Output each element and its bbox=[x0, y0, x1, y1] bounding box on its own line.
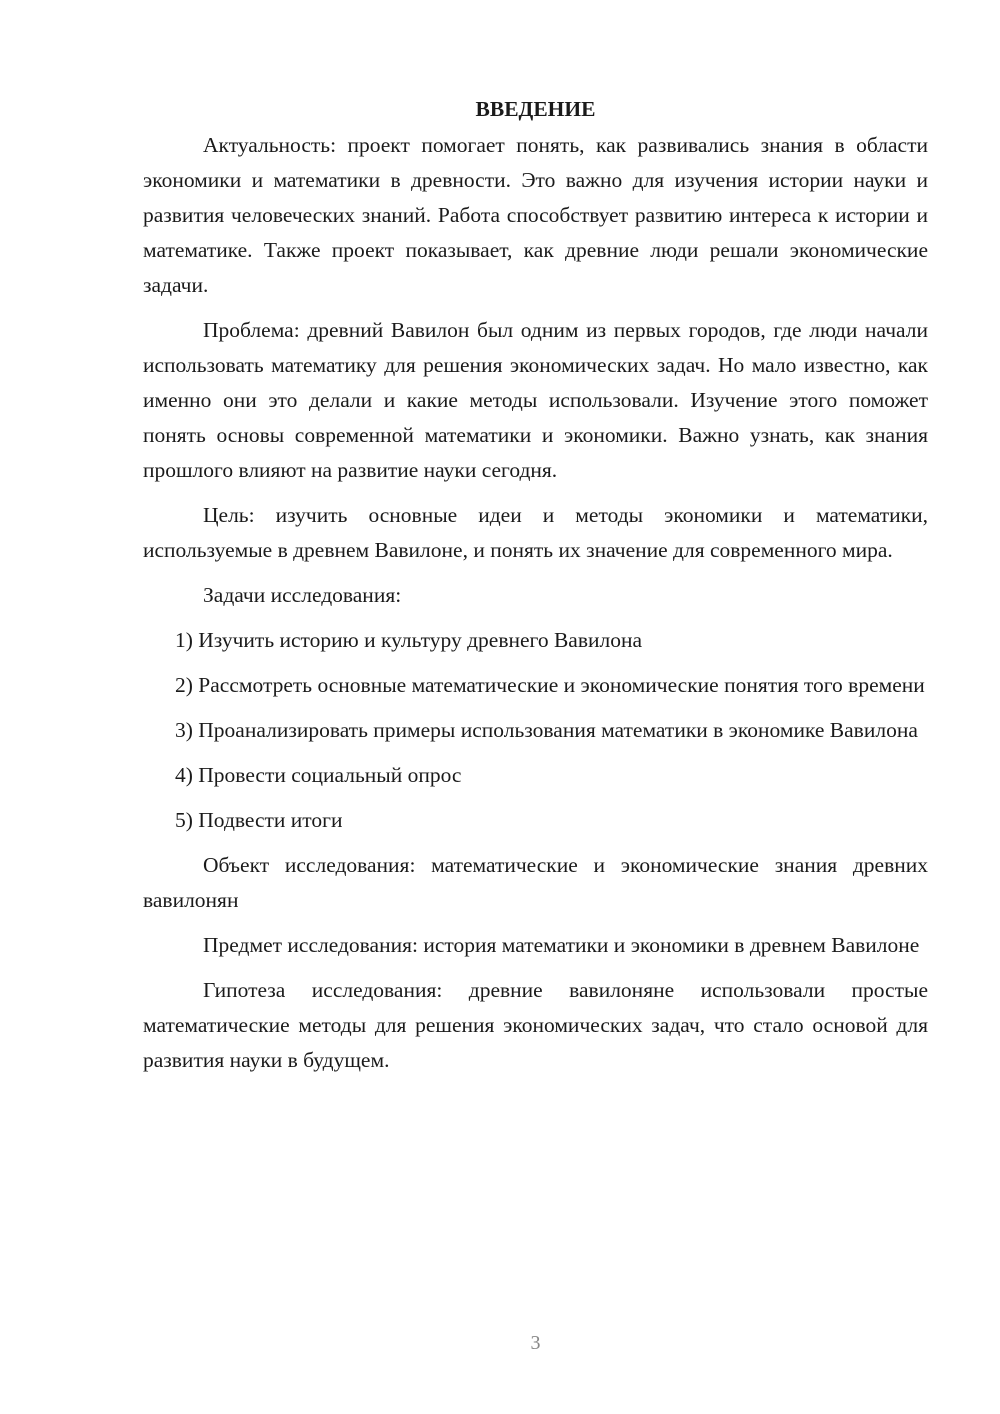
section-title: ВВЕДЕНИЕ bbox=[475, 97, 596, 121]
relevance-paragraph: Актуальность: проект помогает понять, как развивались знания в области экономики и математики в древности. Это важно для изучения истории науки и развития человеческих знаний. Работа способствует развитию интереса к истории и математике. Также проект показывает, как древние люди решали экономические задачи. bbox=[143, 133, 928, 297]
hypothesis-paragraph: Гипотеза исследования: древние вавилоняне использовали простые математические методы для решения экономических задач, что стало основой для развития науки в будущем. bbox=[143, 978, 928, 1072]
subject-paragraph: Предмет исследования: история математики и экономики в древнем Вавилоне bbox=[203, 933, 920, 957]
problem-paragraph: Проблема: древний Вавилон был одним из первых городов, где люди начали использовать математику для решения экономических задач. Но мало известно, как именно они это делали и какие методы использовали. Изучение этого поможет понять основы современной математики и экономики. Важно узнать, как знания прошлого влияют на развитие науки сегодня. bbox=[143, 318, 928, 482]
task-item-3: 3) Проанализировать примеры использования математики в экономике Вавилона bbox=[175, 718, 918, 742]
task-item-2: 2) Рассмотреть основные математические и экономические понятия того времени bbox=[175, 673, 925, 697]
object-paragraph: Объект исследования: математические и экономические знания древних вавилонян bbox=[143, 853, 928, 912]
page-content bbox=[143, 92, 928, 1088]
task-item-4: 4) Провести социальный опрос bbox=[175, 763, 462, 787]
task-item-1: 1) Изучить историю и культуру древнего Вавилона bbox=[175, 628, 643, 652]
page-number: 3 bbox=[530, 1332, 541, 1354]
task-item-5: 5) Подвести итоги bbox=[175, 808, 343, 832]
goal-paragraph: Цель: изучить основные идеи и методы экономики и математики, используемые в древнем Вавилоне, и понять их значение для современного мира. bbox=[143, 503, 928, 562]
tasks-heading: Задачи исследования: bbox=[203, 583, 402, 607]
